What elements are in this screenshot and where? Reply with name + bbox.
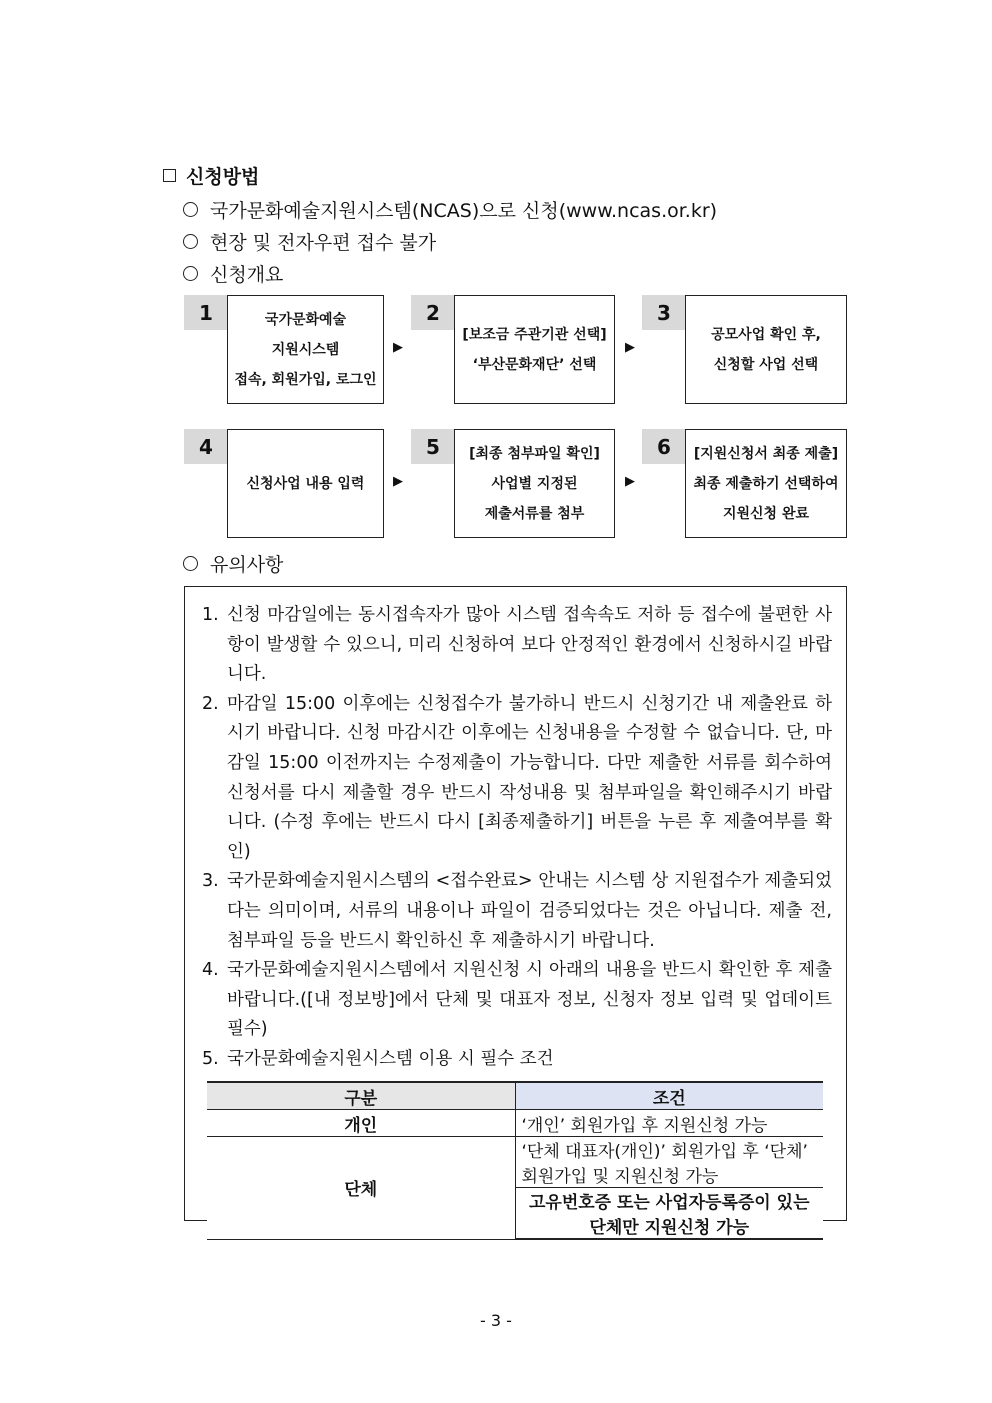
note-text: 국가문화예술지원시스템에서 지원신청 시 아래의 내용을 반드시 확인한 후 제출 바랍니다.([내 정보방]에서 단체 및 대표자 정보, 신청자 정보 입력 및 업데이트 필수) — [227, 960, 832, 1040]
step-line: 사업별 지정된 — [491, 475, 578, 492]
bullet-text: 신청개요 — [210, 264, 284, 286]
notes-list — [202, 601, 832, 1075]
table-row — [207, 1110, 823, 1137]
category-individual: 개인 — [207, 1110, 515, 1137]
step-box-3 — [685, 295, 847, 404]
note-number: 2. — [202, 693, 219, 714]
step-line: [최종 첨부파일 확인] — [469, 445, 600, 462]
step-box-5 — [454, 429, 615, 538]
step-box-1 — [227, 295, 384, 404]
step-box-2 — [454, 295, 615, 404]
note-item — [202, 956, 832, 1045]
arrow-right-icon: ▶ — [625, 474, 635, 489]
table-row — [207, 1137, 823, 1188]
step-line: 국가문화예술 — [264, 311, 347, 328]
step-line: 최종 제출하기 선택하여 — [693, 475, 839, 492]
table-header-condition: 조건 — [515, 1082, 823, 1110]
note-text: 마감일 15:00 이후에는 신청접수가 불가하니 반드시 신청기간 내 제출완료 하시기 바랍니다. 신청 마감시간 이후에는 신청내용을 수정할 수 없습니다. 단, 마감일 15:00 이전까지는 수정제출이 가능합니다. 다만 제출한 서류를 회수하여 신청서를 다시 제출할 경우 반드시 작성내용 및 첨부파일을 확인해주시기 바랍니다. (수정 후에는 반드시 다시 [최종제출하기] 버튼을 누른 후 제출여부를 확인) — [227, 693, 832, 862]
bullet-no-offline — [183, 228, 436, 255]
circle-bullet-icon — [183, 202, 198, 217]
table-header-category: 구분 — [207, 1082, 515, 1110]
step-number-4: 4 — [184, 429, 228, 464]
bullet-ncas — [183, 196, 717, 223]
note-text: 신청 마감일에는 동시접속자가 많아 시스템 접속속도 저하 등 접수에 불편한 사항이 발생할 수 있으니, 미리 신청하여 보다 안정적인 환경에서 신청하시길 바랍니다. — [227, 605, 832, 685]
step-line: [지원신청서 최종 제출] — [693, 445, 839, 462]
note-number: 3. — [202, 871, 219, 892]
condition-group-1: ‘단체 대표자(개인)’ 회원가입 후 ‘단체’ 회원가입 및 지원신청 가능 — [515, 1137, 823, 1188]
note-item — [202, 601, 832, 690]
note-text: 국가문화예술지원시스템의 <접수완료> 안내는 시스템 상 지원접수가 제출되었다는 의미이며, 서류의 내용이나 파일이 검증되었다는 것은 아닙니다. 제출 전, 첨부파일 등을 반드시 확인하신 후 제출하시기 바랍니다. — [227, 871, 832, 951]
step-number-2: 2 — [411, 295, 455, 330]
arrow-right-icon: ▶ — [393, 474, 403, 489]
section-heading — [163, 162, 259, 189]
step-number-1: 1 — [184, 295, 228, 330]
condition-group-2: 고유번호증 또는 사업자등록증이 있는 단체만 지원신청 가능 — [515, 1188, 823, 1240]
step-line: 신청사업 내용 입력 — [246, 475, 365, 492]
table-header-row — [207, 1082, 823, 1110]
note-item — [202, 1045, 832, 1075]
square-bullet-icon — [163, 169, 176, 182]
step-box-6 — [685, 429, 847, 538]
step-line: 제출서류를 첨부 — [484, 505, 585, 522]
bullet-text: 국가문화예술지원시스템(NCAS)으로 신청(www.ncas.or.kr) — [210, 200, 718, 222]
step-line: 접속, 회원가입, 로그인 — [234, 371, 377, 388]
note-number: 5. — [202, 1048, 219, 1069]
step-number-5: 5 — [411, 429, 455, 464]
step-box-4 — [227, 429, 384, 538]
step-line: [보조금 주관기관 선택] — [462, 326, 607, 343]
note-number: 4. — [202, 960, 219, 981]
section-title: 신청방법 — [186, 166, 260, 188]
note-item — [202, 867, 832, 956]
condition-individual: ‘개인’ 회원가입 후 지원신청 가능 — [515, 1110, 823, 1137]
note-number: 1. — [202, 605, 219, 625]
arrow-right-icon: ▶ — [393, 340, 403, 355]
circle-bullet-icon — [183, 234, 198, 249]
category-group: 단체 — [207, 1137, 515, 1240]
step-line: 지원신청 완료 — [722, 505, 810, 522]
note-item — [202, 690, 832, 868]
circle-bullet-icon — [183, 266, 198, 281]
step-number-6: 6 — [642, 429, 686, 464]
bullet-notes — [183, 550, 283, 577]
step-number-3: 3 — [642, 295, 686, 330]
note-text: 국가문화예술지원시스템 이용 시 필수 조건 — [227, 1048, 554, 1069]
step-line: 공모사업 확인 후, — [711, 326, 821, 343]
bullet-overview — [183, 260, 283, 287]
notes-heading: 유의사항 — [210, 554, 284, 576]
step-line: 지원시스템 — [271, 341, 340, 358]
conditions-table — [207, 1081, 823, 1240]
circle-bullet-icon — [183, 556, 198, 571]
step-line: ‘부산문화재단’ 선택 — [472, 356, 597, 373]
page-number: - 3 - — [480, 1311, 512, 1330]
bullet-text: 현장 및 전자우편 접수 불가 — [210, 232, 437, 254]
step-line: 신청할 사업 선택 — [713, 356, 819, 373]
arrow-right-icon: ▶ — [625, 340, 635, 355]
